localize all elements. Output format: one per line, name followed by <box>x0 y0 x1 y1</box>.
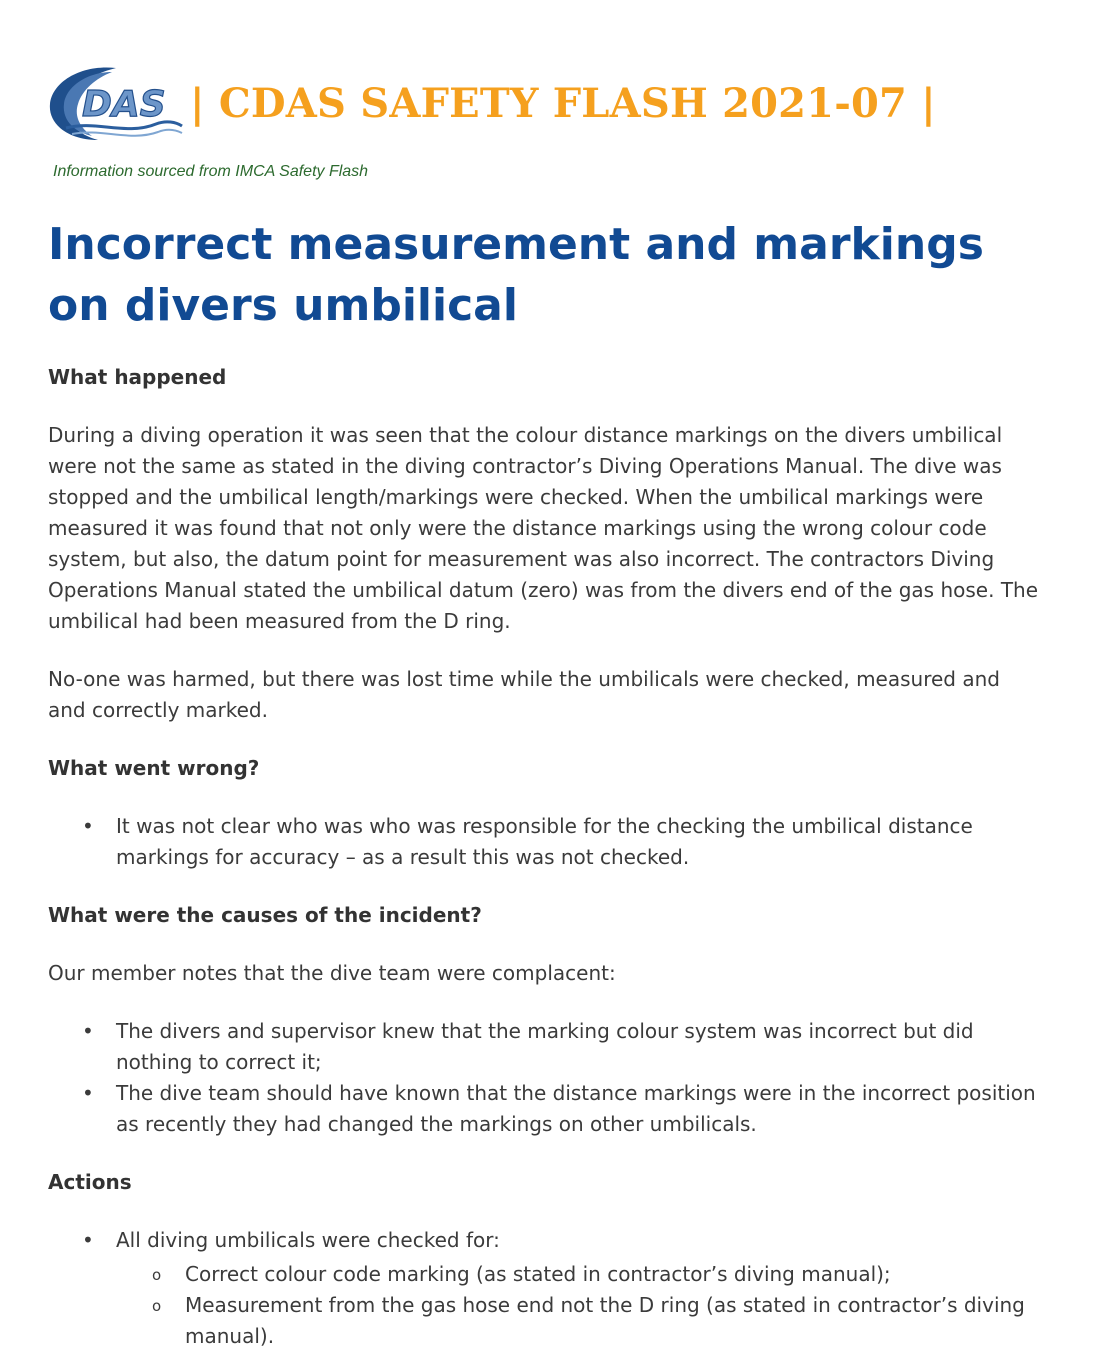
document-body <box>48 362 1038 1283</box>
list-what-went-wrong <box>48 811 1038 873</box>
paragraph-what-happened-2: No-one was harmed, but there was lost time while the umbilicals were checked, measured and and correctly marked. <box>48 667 1000 722</box>
actions-sub-list-wrap <box>48 1259 1038 1352</box>
paragraph-causes-intro: Our member notes that the dive team were complacent: <box>48 961 616 985</box>
list-item-text: The dive team should have known that the distance markings were in the incorrect position as recently they had changed the markings on other umbilicals. <box>116 1081 1036 1136</box>
source-note: Information sourced from IMCA Safety Flash <box>53 163 369 180</box>
list-item <box>48 1078 1038 1140</box>
list-item-text: It was not clear who was who was responsible for the checking the umbilical distance markings for accuracy – as a result this was not checked. <box>116 814 973 869</box>
sub-list-item-text: Correct colour code marking (as stated in contractor’s diving manual); <box>185 1262 891 1286</box>
heading-what-happened: What happened <box>48 365 227 389</box>
sub-bullet-icon: o <box>152 1297 162 1315</box>
paragraph-what-happened-1: During a diving operation it was seen that the colour distance markings on the divers umbilical were not the same as stated in the diving contractor’s Diving Operations Manual. The dive was stopped and the umbilical length/markings were checked. When the umbilical markings were measured it was found that not only were the distance markings using the wrong colour code system, but also, the datum point for measurement was also incorrect. The contractors Diving Operations Manual stated the umbilical datum (zero) was from the divers end of the gas hose. The umbilical had been measured from the D ring. <box>48 423 1039 633</box>
heading-causes: What were the causes of the incident? <box>48 903 482 927</box>
heading-what-went-wrong: What went wrong? <box>48 756 260 780</box>
sub-list-item <box>48 1290 1038 1352</box>
safety-flash-title: | CDAS SAFETY FLASH 2021-07 | <box>190 79 936 127</box>
list-item-text: The divers and supervisor knew that the marking colour system was incorrect but did nothing to correct it; <box>116 1019 974 1074</box>
bullet-icon: • <box>82 814 94 838</box>
bullet-icon: • <box>82 1228 94 1252</box>
list-item <box>48 1225 1038 1256</box>
list-item <box>48 1016 1038 1078</box>
sub-list-item-text: Measurement from the gas hose end not the D ring (as stated in contractor’s diving manual). <box>185 1293 1025 1348</box>
page-title: Incorrect measurement and markings on divers umbilical <box>48 219 984 331</box>
sub-bullet-icon: o <box>152 1266 162 1284</box>
sub-list-item <box>48 1259 1038 1290</box>
heading-actions: Actions <box>48 1170 132 1194</box>
document-header <box>46 62 936 144</box>
bullet-icon: • <box>82 1081 94 1105</box>
list-item <box>48 811 1038 873</box>
list-causes <box>48 1016 1038 1140</box>
cdas-logo <box>46 62 186 144</box>
list-item-text: All diving umbilicals were checked for: <box>116 1228 500 1252</box>
bullet-icon: • <box>82 1019 94 1043</box>
logo-lettering: DAS <box>82 84 166 125</box>
list-actions <box>48 1225 1038 1256</box>
